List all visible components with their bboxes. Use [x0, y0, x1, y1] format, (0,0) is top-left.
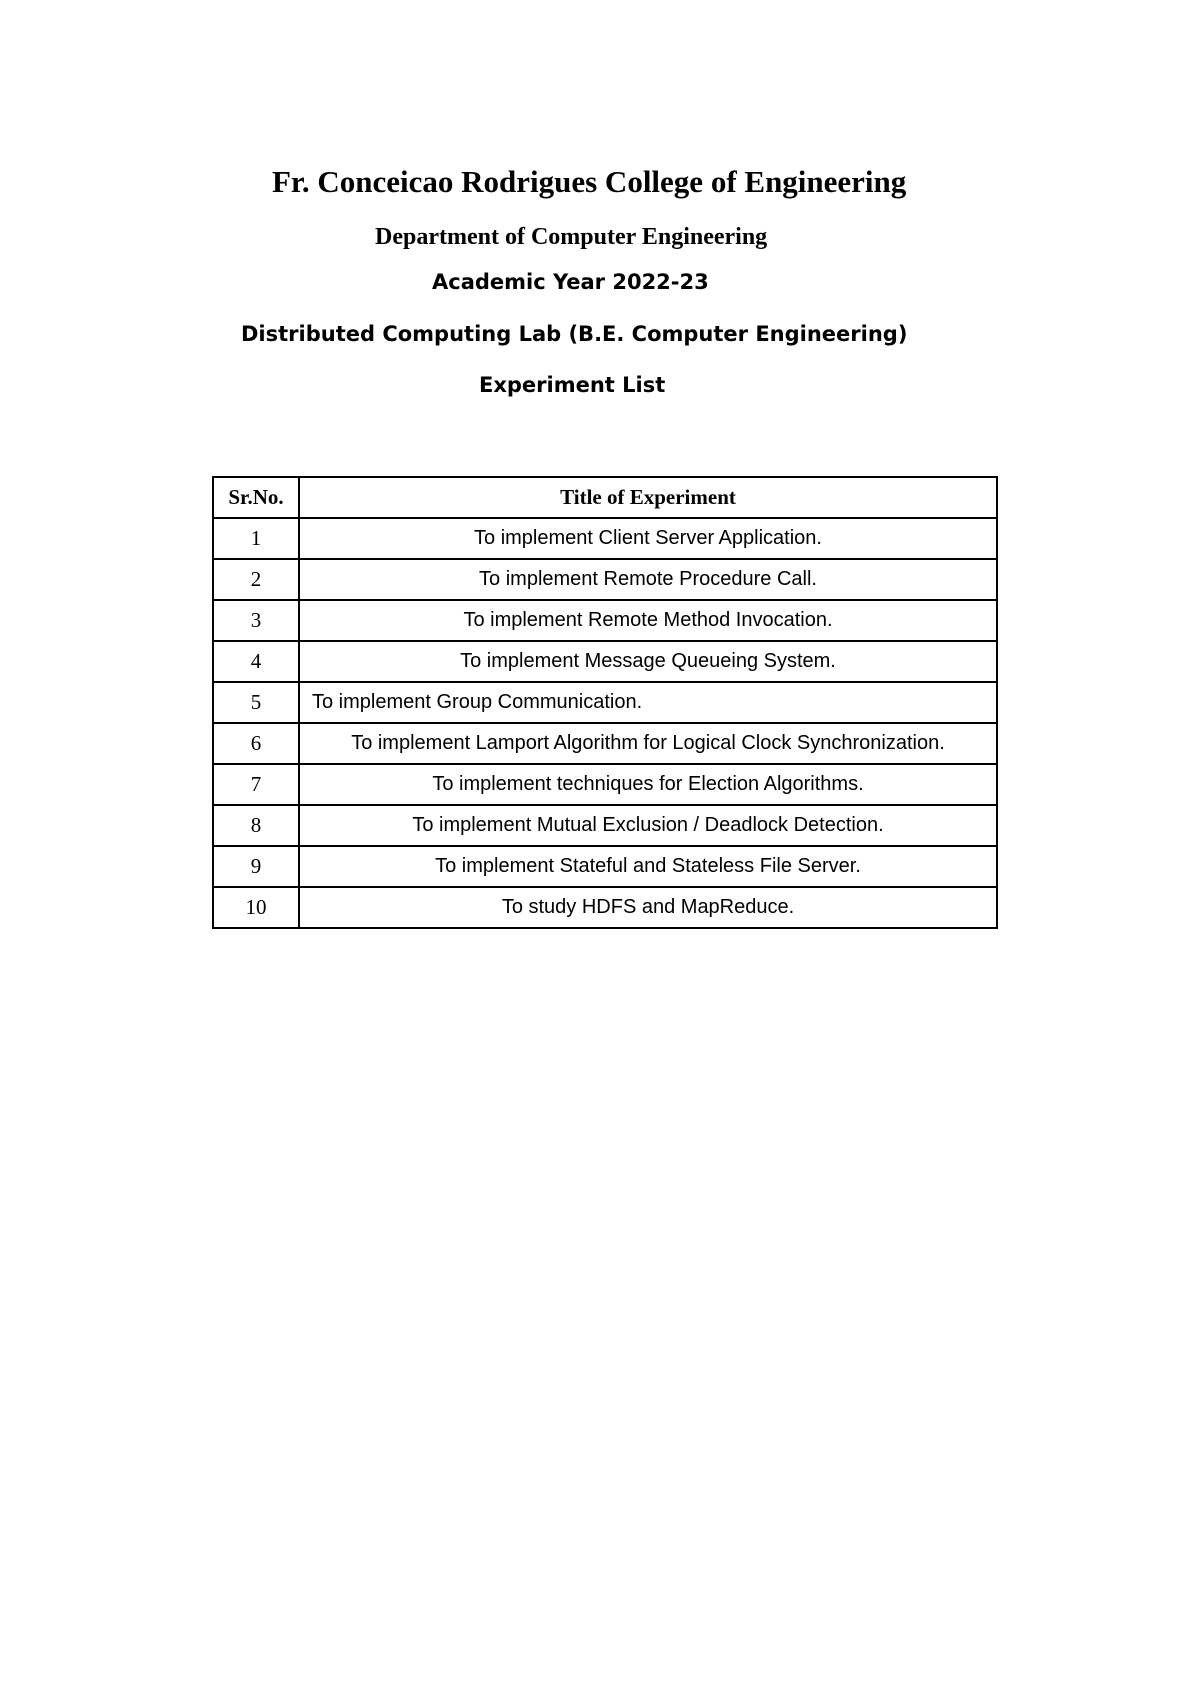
sr-no-cell: 7: [213, 764, 299, 805]
experiment-title-cell: To implement Message Queueing System.: [299, 641, 997, 682]
sr-no-cell: 8: [213, 805, 299, 846]
sr-no-cell: 1: [213, 518, 299, 559]
table-row: [213, 723, 997, 764]
sr-no-cell: 5: [213, 682, 299, 723]
experiment-title-cell: To implement Lamport Algorithm for Logical Clock Synchronization.: [299, 723, 997, 764]
experiment-title-cell: To implement Stateful and Stateless File Server.: [299, 846, 997, 887]
experiment-table: [212, 476, 998, 929]
sr-no-cell: 3: [213, 600, 299, 641]
sr-no-cell: 4: [213, 641, 299, 682]
table-row: [213, 559, 997, 600]
table-row: [213, 641, 997, 682]
experiment-title-cell: To implement Remote Method Invocation.: [299, 600, 997, 641]
experiment-title-cell: To implement techniques for Election Algorithms.: [299, 764, 997, 805]
column-header-title: Title of Experiment: [299, 477, 997, 518]
table-row: [213, 518, 997, 559]
sr-no-cell: 9: [213, 846, 299, 887]
experiment-title-cell: To implement Remote Procedure Call.: [299, 559, 997, 600]
lab-title: Distributed Computing Lab (B.E. Computer Engineering): [241, 322, 908, 346]
experiment-title-cell: To implement Client Server Application.: [299, 518, 997, 559]
table-row: [213, 682, 997, 723]
table-header-row: [213, 477, 997, 518]
sr-no-cell: 6: [213, 723, 299, 764]
table-row: [213, 805, 997, 846]
table-row: [213, 846, 997, 887]
experiment-list-title: Experiment List: [479, 373, 666, 397]
table-row: [213, 600, 997, 641]
column-header-sr-no: Sr.No.: [213, 477, 299, 518]
sr-no-cell: 10: [213, 887, 299, 928]
table-row: [213, 764, 997, 805]
college-name: Fr. Conceicao Rodrigues College of Engineering: [272, 164, 907, 199]
experiment-title-cell: To implement Group Communication.: [299, 682, 997, 723]
experiment-title-cell: To implement Mutual Exclusion / Deadlock Detection.: [299, 805, 997, 846]
table-row: [213, 887, 997, 928]
sr-no-cell: 2: [213, 559, 299, 600]
academic-year: Academic Year 2022-23: [432, 270, 709, 294]
department-name: Department of Computer Engineering: [375, 224, 768, 250]
experiment-title-cell: To study HDFS and MapReduce.: [299, 887, 997, 928]
